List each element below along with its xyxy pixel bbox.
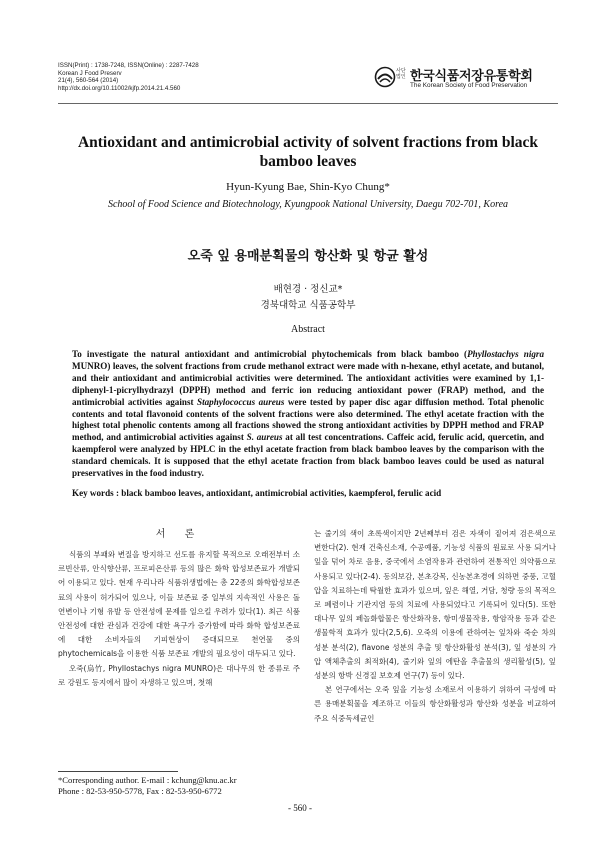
body-column-left	[58, 527, 300, 690]
corresponding-author: *Corresponding author. E-mail : kchung@knu.ac.kr	[58, 775, 237, 785]
page-number: - 560 -	[288, 803, 312, 813]
section-heading-intro: 서 론	[155, 529, 203, 540]
society-name-ko: 한국식품저장유통학회	[410, 69, 533, 84]
footnote-rule	[58, 771, 178, 772]
keywords-label: Key words :	[72, 488, 122, 498]
paper-title-ko: 오죽 잎 용매분획물의 항산화 및 항균 활성	[187, 249, 429, 264]
abstract-part-4: at all test concentrations. Caffeic acid, ferulic acid, quercetin, and kaempferol were analyzed by HPLC in the ethyl acetate fraction from black bamboo leaves by the comparison with the standard chemicals. It is supposed that the ethyl acetate fraction from black bamboo leaves could be used as natural preservatives in the food industry.	[72, 432, 544, 479]
abstract-species: Phyllostachys nigra	[467, 349, 544, 359]
journal-abbrev: Korean J Food Preserv	[58, 69, 122, 77]
abstract-part-1: To investigate the natural antioxidant and antimicrobial phytochemicals from black bamboo (	[72, 349, 468, 359]
header-rule	[58, 103, 558, 104]
affiliation-ko: 경북대학교 식품공학부	[260, 300, 356, 311]
authors: Hyun-Kyung Bae, Shin-Kyo Chung*	[226, 181, 390, 193]
society-since: 사단 법인	[396, 68, 406, 80]
keywords-text: black bamboo leaves, antioxidant, antimicrobial activities, kaempferol, ferulic acid	[121, 488, 442, 498]
body-paragraph: 오죽(烏竹, Phyllostachys nigra MUNRO)은 대나무의 한 종류로 주로 강원도 등지에서 많이 자생하고 있으며, 첫해	[58, 663, 300, 687]
abstract-heading: Abstract	[291, 324, 325, 335]
keywords	[72, 488, 544, 498]
abstract-part-3: were tested by paper disc agar diffusion method. Total phenolic contents and total flavonoid contents of the solvent fractions were also determined. The ethyl acetate fraction with the highest total phenolic contents among all fractions showed the strong antioxidant activities by DPPH method and FRAP method, and antimicrobial activities against	[72, 396, 544, 443]
volume-pages: 21(4), 560-564 (2014)	[58, 77, 119, 85]
doi-link[interactable]: http://dx.doi.org/10.11002/kjfp.2014.21.4.560	[58, 84, 181, 92]
abstract-part-2: MUNRO) leaves, the solvent fractions from crude methanol extract were made with n-hexane, ethyl acetate, and butanol, and their antioxidant and antimicrobial activities were determined. The antioxidant activities were examined by 1,1-diphenyl-1-picrylhydrazyl (DPPH) method and ferric ion reducing antioxidant power (FRAP) method, and the antimicrobial activities against	[72, 360, 544, 407]
body-paragraph: 는 줄기의 색이 초록색이지만 2년째부터 검은 자색이 짙어져 검은색으로 변한다(2). 현재 건축신소재, 수공예품, 기능성 식품의 원료로 사용 되거나 잎을 덖어 차로 음용, 중국에서 소염작용과 관련하여 전통적인 의약품으로 사용되고 있다(2-4). 동의보감, 본초강목, 신농본초경에 의하면 중풍, 고혈압을 치료하는데 탁월한 효과가 있으며, 잎은 해열, 거담, 청량 등의 목적으로 폐렴이나 기관지염 등의 치료에 사용되었다고 기록되어 있다(5). 또한 대나무 잎의 페놀화합물은 항산화작용, 항미생물작용, 항암작용 등과 같은 생물학적 효과가 있다(2,5,6). 오죽의 이용에 관하여는 잎차와 죽순 차의 성분 분석(2), flavone 성분의 추출 및 항산화활성 분석(3), 잎 성분의 가압 액체추출의 최적화(4), 줄기와 잎의 에탄올 추출물의 생리활성(5), 잎 성분의 항박 신경질 보호제 연구(7) 등이 있다.	[314, 529, 556, 681]
body-paragraph: 본 연구에서는 오죽 잎을 기능성 소재로서 이용하기 위하여 극성에 따른 용매분획물을 제조하고 이들의 항산화활성과 항산화 성분을 비교하여 주요 식중독세균인	[314, 685, 556, 723]
abstract-body	[72, 349, 544, 480]
paper-title: Antioxidant and antimicrobial activity of solvent fractions from black bamboo leaves	[77, 134, 539, 170]
affiliation: School of Food Science and Biotechnology, Kyungpook National University, Daegu 702-701, Korea	[107, 199, 509, 210]
journal-meta	[58, 62, 318, 92]
abstract-bacterium-short: S. aureus	[246, 432, 283, 443]
abstract-bacterium: Staphylococcus aureus	[197, 396, 285, 407]
body-column-right	[314, 527, 556, 726]
society-name-en: The Korean Society of Food Preservation	[410, 82, 528, 89]
issn-line: ISSN(Print) : 1738-7248, ISSN(Online) : 2287-7428	[58, 62, 199, 69]
authors-ko: 배현경 · 정신교*	[273, 284, 343, 295]
society-emblem-icon	[374, 66, 396, 88]
footnote	[58, 775, 308, 797]
body-paragraph: 식품의 부패와 변질을 방지하고 선도를 유지할 목적으로 오래전부터 소르빈산류, 안식향산류, 프로피온산류 등의 많은 화학 합성보존료가 개발되어 이용되고 있다. 현재 우리나라 식품위생법에는 총 22종의 화학합성보존료의 사용이 허가되어 있으나, 이들 보존료 중 일부의 지속적인 사용은 돌연변이나 기형 유발 등 안전성에 문제를 일으킬 우려가 있다(1). 최근 식품 안전성에 대한 관심과 건강에 대한 욕구가 증가함에 따라 화학 합성보존료에 대한 소비자들의 기피현상이 증대되므로 천연물 중의 phytochemicals을 이용한 식품 보존료 개발의 필요성이 대두되고 있다.	[58, 550, 300, 659]
society-logo-block	[374, 64, 564, 94]
contact-phone: Phone : 82-53-950-5778, Fax : 82-53-950-6772	[58, 786, 222, 796]
